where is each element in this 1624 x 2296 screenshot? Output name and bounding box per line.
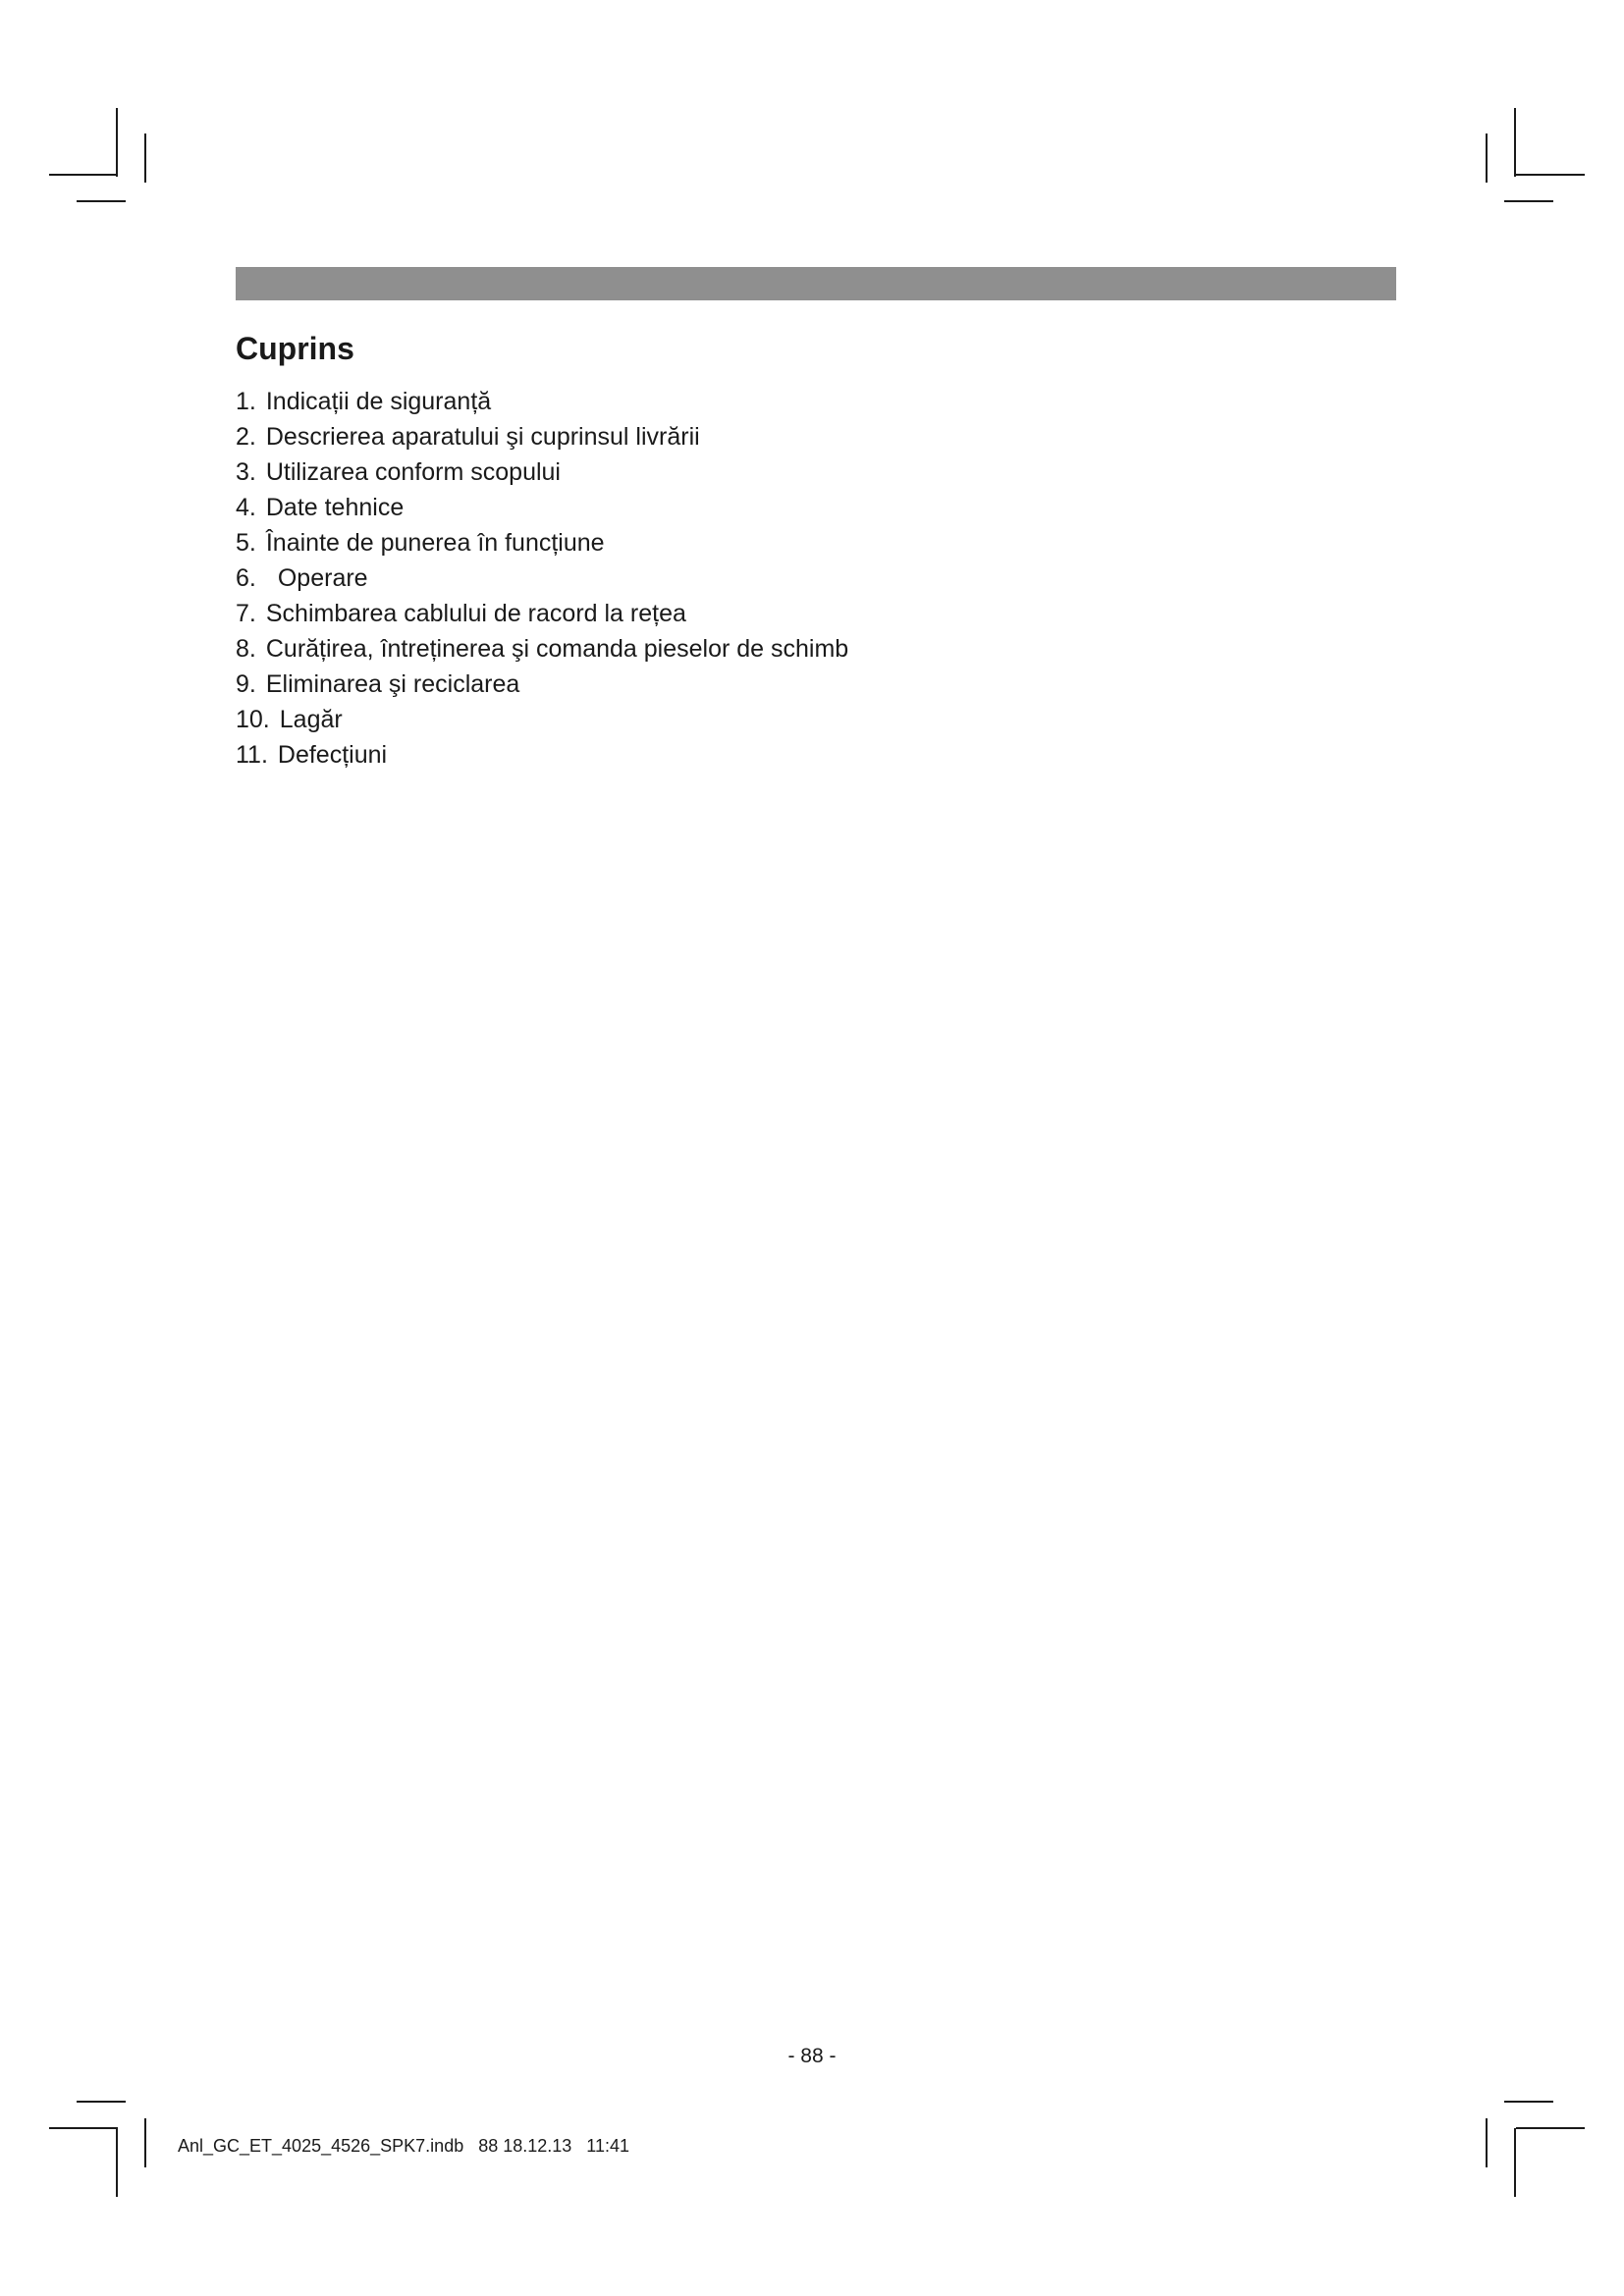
toc-item-number: 11. [236, 741, 268, 769]
crop-mark [1486, 2118, 1488, 2167]
toc-item-number: 3. [236, 458, 256, 486]
toc-item-label: Descrierea aparatului şi cuprinsul livrării [265, 423, 700, 451]
crop-mark [1504, 200, 1553, 202]
table-of-contents [236, 384, 848, 773]
toc-item-label: Eliminarea şi reciclarea [265, 670, 520, 698]
toc-item-label: Curățirea, întreținerea şi comanda pieselor de schimb [265, 635, 849, 663]
toc-item [236, 525, 848, 561]
toc-item-number: 10. [236, 706, 270, 733]
crop-mark [77, 2101, 126, 2103]
crop-mark [1486, 133, 1488, 183]
toc-item-label: Defecțiuni [277, 741, 388, 769]
crop-mark [1514, 2128, 1516, 2197]
crop-mark [49, 2127, 118, 2129]
toc-item [236, 561, 848, 596]
section-header-bar [236, 267, 1396, 300]
toc-item [236, 631, 848, 667]
toc-item [236, 596, 848, 631]
toc-item-label: Lagăr [279, 706, 343, 733]
toc-item-number: 2. [236, 423, 256, 451]
crop-mark [116, 2128, 118, 2197]
toc-item-label: Date tehnice [265, 494, 405, 521]
crop-mark [77, 200, 126, 202]
toc-item-number: 9. [236, 670, 256, 698]
toc-item-number: 7. [236, 600, 256, 627]
toc-item [236, 490, 848, 525]
toc-item-label: Utilizarea conform scopului [265, 458, 561, 486]
crop-mark [1516, 174, 1585, 176]
toc-item-number: 8. [236, 635, 256, 663]
toc-item-number: 1. [236, 388, 256, 415]
toc-item-label: Înainte de punerea în funcțiune [265, 529, 605, 557]
toc-item [236, 702, 848, 737]
crop-mark [144, 133, 146, 183]
crop-mark [1504, 2101, 1553, 2103]
toc-item [236, 737, 848, 773]
page-number: - 88 - [787, 2045, 837, 2067]
toc-item [236, 419, 848, 454]
toc-item [236, 384, 848, 419]
crop-mark [1516, 2127, 1585, 2129]
crop-mark [144, 2118, 146, 2167]
toc-item-number: 5. [236, 529, 256, 557]
print-slug: Anl_GC_ET_4025_4526_SPK7.indb 88 18.12.13 11:41 [178, 2136, 630, 2156]
toc-item-label: Indicații de siguranță [265, 388, 492, 415]
crop-mark [49, 174, 118, 176]
toc-item-number: 6. [236, 564, 256, 592]
toc-item-label: Operare [277, 564, 368, 592]
page-title: Cuprins [236, 331, 354, 366]
crop-mark [1514, 108, 1516, 177]
toc-item [236, 667, 848, 702]
toc-item-number: 4. [236, 494, 256, 521]
toc-item [236, 454, 848, 490]
toc-item-label: Schimbarea cablului de racord la rețea [265, 600, 686, 627]
crop-mark [116, 108, 118, 177]
